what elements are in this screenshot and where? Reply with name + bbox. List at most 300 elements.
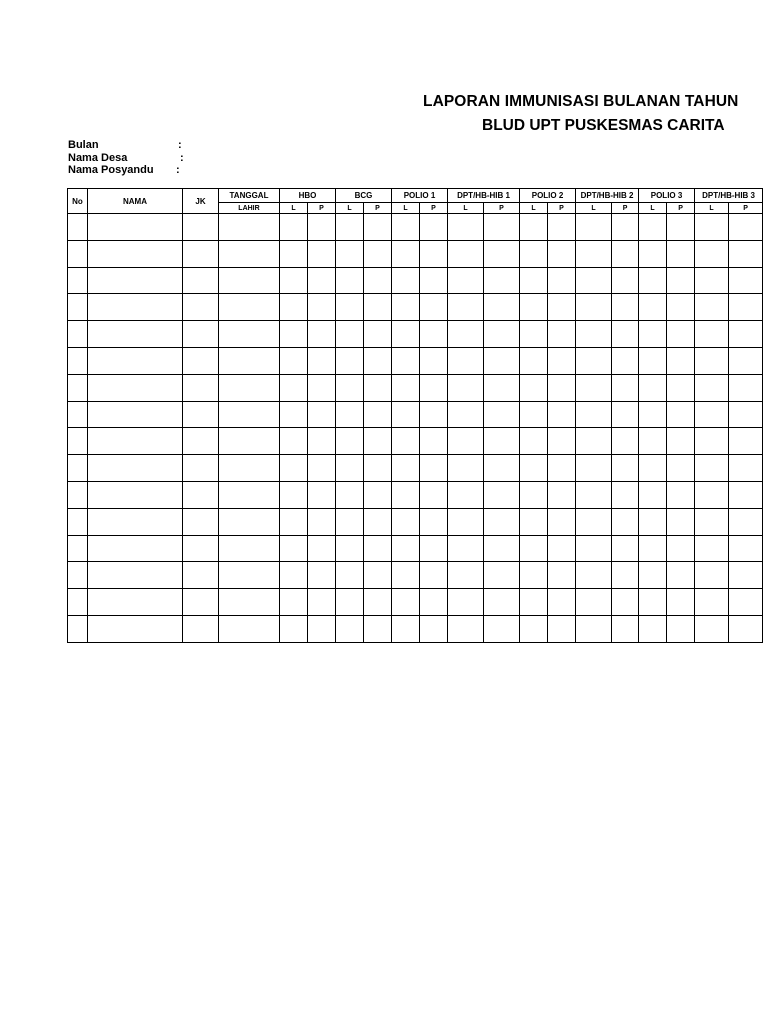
table-cell[interactable]: [484, 267, 520, 294]
table-cell[interactable]: [729, 562, 763, 589]
table-cell[interactable]: [548, 481, 576, 508]
table-cell[interactable]: [336, 214, 364, 241]
table-cell[interactable]: [667, 615, 695, 642]
table-cell[interactable]: [448, 347, 484, 374]
table-cell[interactable]: [364, 214, 392, 241]
table-cell[interactable]: [576, 214, 612, 241]
table-cell[interactable]: [639, 481, 667, 508]
table-cell[interactable]: [219, 508, 280, 535]
table-cell[interactable]: [612, 615, 639, 642]
table-cell[interactable]: [392, 267, 420, 294]
table-cell[interactable]: [280, 428, 308, 455]
table-cell[interactable]: [219, 294, 280, 321]
table-cell[interactable]: [280, 267, 308, 294]
table-cell[interactable]: [88, 615, 183, 642]
table-cell[interactable]: [183, 508, 219, 535]
table-cell[interactable]: [639, 321, 667, 348]
table-cell[interactable]: [448, 374, 484, 401]
table-cell[interactable]: [420, 240, 448, 267]
table-cell[interactable]: [88, 401, 183, 428]
table-cell[interactable]: [88, 321, 183, 348]
table-cell[interactable]: [88, 347, 183, 374]
table-cell[interactable]: [548, 508, 576, 535]
table-cell[interactable]: [695, 240, 729, 267]
table-cell[interactable]: [667, 535, 695, 562]
table-cell[interactable]: [448, 615, 484, 642]
table-cell[interactable]: [308, 535, 336, 562]
table-cell[interactable]: [183, 455, 219, 482]
table-cell[interactable]: [484, 294, 520, 321]
table-cell[interactable]: [88, 481, 183, 508]
table-cell[interactable]: [667, 481, 695, 508]
table-cell[interactable]: [695, 401, 729, 428]
table-cell[interactable]: [484, 615, 520, 642]
table-cell[interactable]: [183, 535, 219, 562]
table-cell[interactable]: [88, 374, 183, 401]
table-cell[interactable]: [336, 535, 364, 562]
table-cell[interactable]: [392, 481, 420, 508]
table-cell[interactable]: [667, 347, 695, 374]
table-cell[interactable]: [695, 589, 729, 616]
table-cell[interactable]: [392, 321, 420, 348]
table-cell[interactable]: [484, 428, 520, 455]
table-cell[interactable]: [68, 562, 88, 589]
table-cell[interactable]: [308, 267, 336, 294]
table-cell[interactable]: [639, 240, 667, 267]
table-cell[interactable]: [420, 481, 448, 508]
table-cell[interactable]: [336, 321, 364, 348]
table-cell[interactable]: [392, 562, 420, 589]
table-cell[interactable]: [484, 589, 520, 616]
table-cell[interactable]: [639, 267, 667, 294]
table-cell[interactable]: [484, 214, 520, 241]
table-cell[interactable]: [639, 214, 667, 241]
table-cell[interactable]: [729, 455, 763, 482]
table-cell[interactable]: [280, 508, 308, 535]
table-cell[interactable]: [548, 294, 576, 321]
table-cell[interactable]: [336, 374, 364, 401]
table-cell[interactable]: [183, 374, 219, 401]
table-cell[interactable]: [420, 428, 448, 455]
table-cell[interactable]: [392, 374, 420, 401]
table-cell[interactable]: [520, 535, 548, 562]
table-cell[interactable]: [68, 481, 88, 508]
table-cell[interactable]: [88, 240, 183, 267]
table-cell[interactable]: [280, 347, 308, 374]
table-cell[interactable]: [695, 347, 729, 374]
table-cell[interactable]: [364, 589, 392, 616]
table-cell[interactable]: [392, 401, 420, 428]
table-cell[interactable]: [639, 428, 667, 455]
table-cell[interactable]: [280, 401, 308, 428]
table-cell[interactable]: [336, 347, 364, 374]
table-cell[interactable]: [639, 401, 667, 428]
table-cell[interactable]: [695, 508, 729, 535]
table-cell[interactable]: [392, 428, 420, 455]
table-cell[interactable]: [448, 401, 484, 428]
table-cell[interactable]: [520, 562, 548, 589]
table-cell[interactable]: [219, 535, 280, 562]
table-cell[interactable]: [280, 214, 308, 241]
table-cell[interactable]: [612, 347, 639, 374]
table-cell[interactable]: [392, 347, 420, 374]
table-cell[interactable]: [88, 267, 183, 294]
table-cell[interactable]: [336, 589, 364, 616]
table-cell[interactable]: [639, 589, 667, 616]
table-cell[interactable]: [392, 535, 420, 562]
table-cell[interactable]: [88, 535, 183, 562]
table-cell[interactable]: [308, 240, 336, 267]
table-cell[interactable]: [308, 347, 336, 374]
table-cell[interactable]: [576, 589, 612, 616]
table-cell[interactable]: [420, 535, 448, 562]
table-cell[interactable]: [336, 508, 364, 535]
table-cell[interactable]: [729, 347, 763, 374]
table-cell[interactable]: [183, 615, 219, 642]
table-cell[interactable]: [520, 214, 548, 241]
table-cell[interactable]: [392, 240, 420, 267]
table-cell[interactable]: [336, 562, 364, 589]
table-cell[interactable]: [695, 294, 729, 321]
table-cell[interactable]: [667, 589, 695, 616]
table-cell[interactable]: [484, 240, 520, 267]
table-cell[interactable]: [448, 267, 484, 294]
table-cell[interactable]: [576, 481, 612, 508]
table-cell[interactable]: [548, 401, 576, 428]
table-cell[interactable]: [667, 455, 695, 482]
table-cell[interactable]: [183, 214, 219, 241]
table-cell[interactable]: [667, 562, 695, 589]
table-cell[interactable]: [219, 562, 280, 589]
table-cell[interactable]: [639, 508, 667, 535]
table-cell[interactable]: [484, 321, 520, 348]
table-cell[interactable]: [548, 428, 576, 455]
table-cell[interactable]: [448, 240, 484, 267]
table-cell[interactable]: [695, 428, 729, 455]
table-cell[interactable]: [695, 455, 729, 482]
table-cell[interactable]: [308, 294, 336, 321]
table-cell[interactable]: [364, 562, 392, 589]
table-cell[interactable]: [364, 508, 392, 535]
table-cell[interactable]: [68, 267, 88, 294]
table-cell[interactable]: [448, 535, 484, 562]
table-cell[interactable]: [520, 294, 548, 321]
table-cell[interactable]: [520, 615, 548, 642]
table-cell[interactable]: [448, 589, 484, 616]
table-cell[interactable]: [695, 374, 729, 401]
table-cell[interactable]: [88, 214, 183, 241]
table-cell[interactable]: [548, 321, 576, 348]
table-cell[interactable]: [520, 508, 548, 535]
table-cell[interactable]: [448, 321, 484, 348]
table-cell[interactable]: [548, 347, 576, 374]
table-cell[interactable]: [448, 294, 484, 321]
table-cell[interactable]: [729, 321, 763, 348]
table-cell[interactable]: [68, 240, 88, 267]
table-cell[interactable]: [392, 589, 420, 616]
table-cell[interactable]: [420, 455, 448, 482]
table-cell[interactable]: [729, 481, 763, 508]
table-cell[interactable]: [392, 508, 420, 535]
table-cell[interactable]: [576, 374, 612, 401]
table-cell[interactable]: [576, 267, 612, 294]
table-cell[interactable]: [612, 294, 639, 321]
table-cell[interactable]: [68, 401, 88, 428]
table-cell[interactable]: [420, 589, 448, 616]
table-cell[interactable]: [280, 535, 308, 562]
table-cell[interactable]: [68, 347, 88, 374]
table-cell[interactable]: [484, 347, 520, 374]
table-cell[interactable]: [364, 321, 392, 348]
table-cell[interactable]: [695, 321, 729, 348]
table-cell[interactable]: [68, 508, 88, 535]
table-cell[interactable]: [420, 374, 448, 401]
table-cell[interactable]: [219, 321, 280, 348]
table-cell[interactable]: [364, 240, 392, 267]
table-cell[interactable]: [639, 374, 667, 401]
table-cell[interactable]: [548, 214, 576, 241]
table-cell[interactable]: [576, 615, 612, 642]
table-cell[interactable]: [612, 589, 639, 616]
table-cell[interactable]: [88, 294, 183, 321]
table-cell[interactable]: [576, 455, 612, 482]
table-cell[interactable]: [336, 428, 364, 455]
table-cell[interactable]: [219, 374, 280, 401]
table-cell[interactable]: [576, 428, 612, 455]
table-cell[interactable]: [280, 374, 308, 401]
table-cell[interactable]: [308, 428, 336, 455]
table-cell[interactable]: [548, 615, 576, 642]
table-cell[interactable]: [219, 267, 280, 294]
table-cell[interactable]: [364, 267, 392, 294]
table-cell[interactable]: [612, 374, 639, 401]
table-cell[interactable]: [612, 428, 639, 455]
table-cell[interactable]: [576, 535, 612, 562]
table-cell[interactable]: [183, 401, 219, 428]
table-cell[interactable]: [364, 455, 392, 482]
table-cell[interactable]: [612, 481, 639, 508]
table-cell[interactable]: [183, 240, 219, 267]
table-cell[interactable]: [364, 615, 392, 642]
table-cell[interactable]: [729, 615, 763, 642]
table-cell[interactable]: [280, 321, 308, 348]
table-cell[interactable]: [729, 294, 763, 321]
table-cell[interactable]: [484, 535, 520, 562]
table-cell[interactable]: [484, 562, 520, 589]
table-cell[interactable]: [88, 455, 183, 482]
table-cell[interactable]: [308, 455, 336, 482]
table-cell[interactable]: [448, 508, 484, 535]
table-cell[interactable]: [392, 615, 420, 642]
table-cell[interactable]: [219, 589, 280, 616]
table-cell[interactable]: [520, 455, 548, 482]
table-cell[interactable]: [695, 481, 729, 508]
table-cell[interactable]: [548, 374, 576, 401]
table-cell[interactable]: [520, 240, 548, 267]
table-cell[interactable]: [612, 240, 639, 267]
table-cell[interactable]: [729, 401, 763, 428]
table-cell[interactable]: [280, 615, 308, 642]
table-cell[interactable]: [280, 562, 308, 589]
table-cell[interactable]: [336, 294, 364, 321]
table-cell[interactable]: [695, 267, 729, 294]
table-cell[interactable]: [667, 374, 695, 401]
table-cell[interactable]: [484, 401, 520, 428]
table-cell[interactable]: [88, 589, 183, 616]
table-cell[interactable]: [729, 374, 763, 401]
table-cell[interactable]: [639, 615, 667, 642]
table-cell[interactable]: [729, 589, 763, 616]
table-cell[interactable]: [695, 562, 729, 589]
table-cell[interactable]: [68, 428, 88, 455]
table-cell[interactable]: [548, 240, 576, 267]
table-cell[interactable]: [183, 321, 219, 348]
table-cell[interactable]: [183, 267, 219, 294]
table-cell[interactable]: [667, 214, 695, 241]
table-cell[interactable]: [695, 214, 729, 241]
table-cell[interactable]: [548, 589, 576, 616]
table-cell[interactable]: [88, 508, 183, 535]
table-cell[interactable]: [729, 508, 763, 535]
table-cell[interactable]: [68, 374, 88, 401]
table-cell[interactable]: [729, 240, 763, 267]
table-cell[interactable]: [88, 562, 183, 589]
table-cell[interactable]: [667, 267, 695, 294]
table-cell[interactable]: [420, 508, 448, 535]
table-cell[interactable]: [68, 321, 88, 348]
table-cell[interactable]: [576, 347, 612, 374]
table-cell[interactable]: [667, 428, 695, 455]
table-cell[interactable]: [219, 347, 280, 374]
table-cell[interactable]: [484, 374, 520, 401]
table-cell[interactable]: [308, 374, 336, 401]
table-cell[interactable]: [448, 428, 484, 455]
table-cell[interactable]: [420, 267, 448, 294]
table-cell[interactable]: [364, 535, 392, 562]
table-cell[interactable]: [420, 562, 448, 589]
table-cell[interactable]: [183, 562, 219, 589]
table-cell[interactable]: [183, 589, 219, 616]
table-cell[interactable]: [280, 240, 308, 267]
table-cell[interactable]: [68, 589, 88, 616]
table-cell[interactable]: [392, 455, 420, 482]
table-cell[interactable]: [612, 267, 639, 294]
table-cell[interactable]: [639, 455, 667, 482]
table-cell[interactable]: [68, 455, 88, 482]
table-cell[interactable]: [280, 455, 308, 482]
table-cell[interactable]: [612, 535, 639, 562]
table-cell[interactable]: [576, 401, 612, 428]
table-cell[interactable]: [639, 535, 667, 562]
table-cell[interactable]: [548, 535, 576, 562]
table-cell[interactable]: [612, 455, 639, 482]
table-cell[interactable]: [576, 294, 612, 321]
table-cell[interactable]: [420, 615, 448, 642]
table-cell[interactable]: [280, 481, 308, 508]
table-cell[interactable]: [308, 562, 336, 589]
table-cell[interactable]: [88, 428, 183, 455]
table-cell[interactable]: [612, 562, 639, 589]
table-cell[interactable]: [576, 240, 612, 267]
table-cell[interactable]: [219, 401, 280, 428]
table-cell[interactable]: [520, 589, 548, 616]
table-cell[interactable]: [364, 428, 392, 455]
table-cell[interactable]: [612, 214, 639, 241]
table-cell[interactable]: [729, 214, 763, 241]
table-cell[interactable]: [420, 321, 448, 348]
table-cell[interactable]: [183, 347, 219, 374]
table-cell[interactable]: [420, 294, 448, 321]
table-cell[interactable]: [308, 401, 336, 428]
table-cell[interactable]: [308, 508, 336, 535]
table-cell[interactable]: [68, 615, 88, 642]
table-cell[interactable]: [68, 535, 88, 562]
table-cell[interactable]: [183, 428, 219, 455]
table-cell[interactable]: [548, 562, 576, 589]
table-cell[interactable]: [520, 347, 548, 374]
table-cell[interactable]: [392, 294, 420, 321]
table-cell[interactable]: [420, 401, 448, 428]
table-cell[interactable]: [392, 214, 420, 241]
table-cell[interactable]: [520, 321, 548, 348]
table-cell[interactable]: [667, 321, 695, 348]
table-cell[interactable]: [219, 240, 280, 267]
table-cell[interactable]: [219, 455, 280, 482]
table-cell[interactable]: [336, 240, 364, 267]
table-cell[interactable]: [420, 347, 448, 374]
table-cell[interactable]: [667, 240, 695, 267]
table-cell[interactable]: [448, 481, 484, 508]
table-cell[interactable]: [484, 481, 520, 508]
table-cell[interactable]: [695, 615, 729, 642]
table-cell[interactable]: [448, 455, 484, 482]
table-cell[interactable]: [667, 508, 695, 535]
table-cell[interactable]: [308, 481, 336, 508]
table-cell[interactable]: [484, 508, 520, 535]
table-cell[interactable]: [308, 321, 336, 348]
table-cell[interactable]: [219, 214, 280, 241]
table-cell[interactable]: [520, 401, 548, 428]
table-cell[interactable]: [308, 615, 336, 642]
table-cell[interactable]: [219, 615, 280, 642]
table-cell[interactable]: [280, 294, 308, 321]
table-cell[interactable]: [639, 562, 667, 589]
table-cell[interactable]: [448, 214, 484, 241]
table-cell[interactable]: [364, 481, 392, 508]
table-cell[interactable]: [520, 428, 548, 455]
table-cell[interactable]: [308, 214, 336, 241]
table-cell[interactable]: [612, 401, 639, 428]
table-cell[interactable]: [68, 214, 88, 241]
table-cell[interactable]: [639, 347, 667, 374]
table-cell[interactable]: [183, 481, 219, 508]
table-cell[interactable]: [336, 267, 364, 294]
table-cell[interactable]: [280, 589, 308, 616]
table-cell[interactable]: [667, 294, 695, 321]
table-cell[interactable]: [219, 481, 280, 508]
table-cell[interactable]: [729, 267, 763, 294]
table-cell[interactable]: [612, 508, 639, 535]
table-cell[interactable]: [520, 374, 548, 401]
table-cell[interactable]: [364, 294, 392, 321]
table-cell[interactable]: [667, 401, 695, 428]
table-cell[interactable]: [639, 294, 667, 321]
table-cell[interactable]: [520, 267, 548, 294]
table-cell[interactable]: [548, 267, 576, 294]
table-cell[interactable]: [219, 428, 280, 455]
table-cell[interactable]: [548, 455, 576, 482]
table-cell[interactable]: [364, 374, 392, 401]
